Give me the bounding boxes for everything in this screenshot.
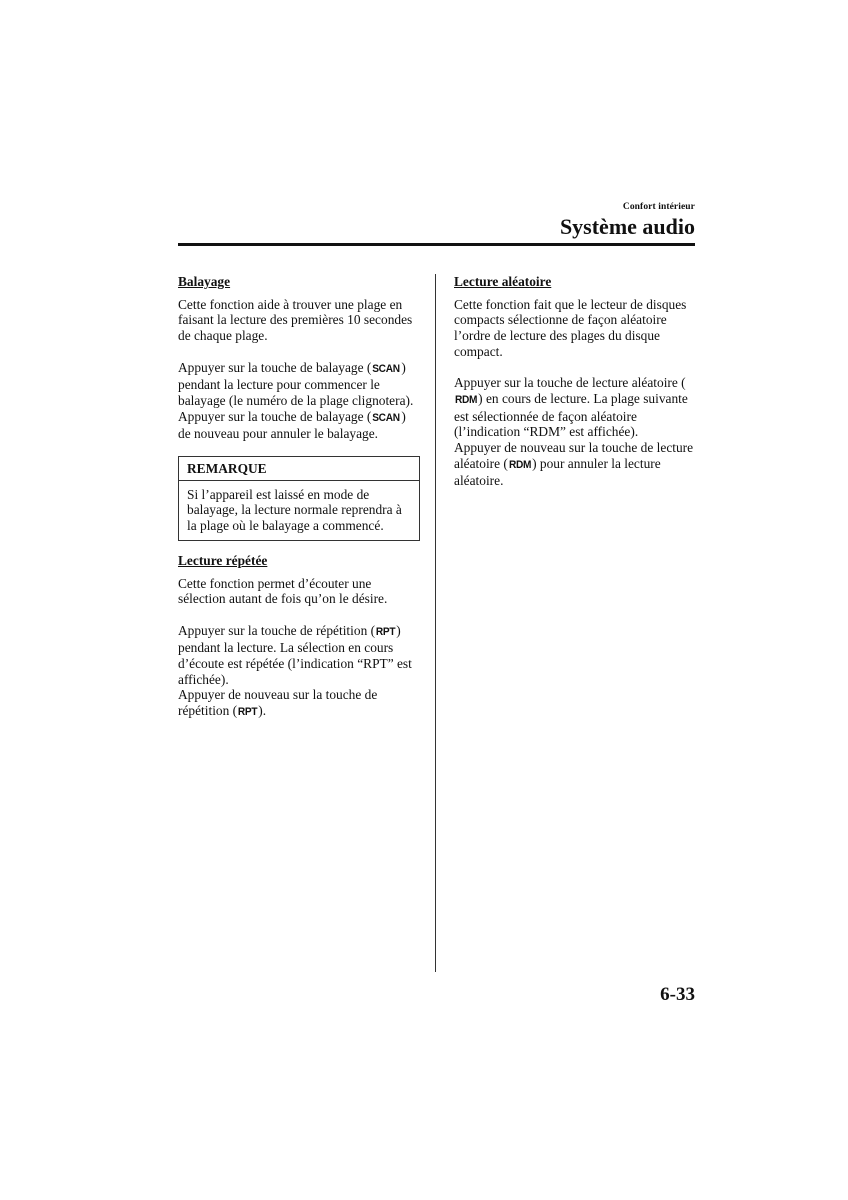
random-stop-paragraph xyxy=(454,440,696,489)
repeat-stop-text: Appuyer de nouveau sur la touche de répétition ( xyxy=(178,687,378,719)
repeat-stop-text-end: ). xyxy=(258,703,267,719)
balayage-heading: Balayage xyxy=(178,274,231,289)
scan-button-label: SCAN xyxy=(372,362,401,375)
repeat-intro: Cette fonction permet d’écouter une sélection autant de fois qu’on le désire. xyxy=(178,575,388,607)
rpt-button-label: RPT xyxy=(237,706,258,719)
scan-button-label: SCAN xyxy=(372,411,401,424)
balayage-start-text: Appuyer sur la touche de balayage ( xyxy=(178,359,372,375)
random-start-paragraph xyxy=(454,375,696,440)
section-label: Confort intérieur xyxy=(622,202,695,212)
repeat-start-paragraph xyxy=(178,623,420,688)
balayage-start-paragraph xyxy=(178,360,420,409)
repeat-start-text-end: ) pendant la lecture. La sélection en cours d’écoute est répétée (l’indication “RPT” est affichée). xyxy=(178,622,412,687)
rdm-button-label: RDM xyxy=(508,458,532,471)
random-start-text: Appuyer sur la touche de lecture aléatoire ( xyxy=(454,375,686,391)
repeat-heading: Lecture répétée xyxy=(178,552,268,568)
random-start-text-end: ) en cours de lecture. La plage suivante est sélectionnée de façon aléatoire (l’indication “RDM” est affichée). xyxy=(454,390,688,440)
column-divider xyxy=(435,274,436,972)
page-number: 6-33 xyxy=(660,984,695,1005)
note-body: Si l’appareil est laissé en mode de balayage, la lecture normale reprendra à la plage où le balayage a commencé. xyxy=(187,486,402,534)
random-stop-text-end: ) pour annuler la lecture aléatoire. xyxy=(454,455,661,489)
balayage-stop-text: Appuyer sur la touche de balayage ( xyxy=(178,408,372,424)
balayage-stop-text-end: ) de nouveau pour annuler le balayage. xyxy=(178,408,406,442)
random-heading: Lecture aléatoire xyxy=(454,274,552,289)
random-intro: Cette fonction fait que le lecteur de disques compacts sélectionne de façon aléatoire l’ordre de lecture des plages du disque compact. xyxy=(454,296,687,359)
left-column xyxy=(178,274,420,721)
header-rule xyxy=(178,243,695,246)
balayage-intro: Cette fonction aide à trouver une plage en faisant la lecture des premières 10 secondes de chaque plage. xyxy=(178,296,413,344)
right-column xyxy=(454,274,696,489)
note-title: REMARQUE xyxy=(179,457,419,481)
rdm-button-label: RDM xyxy=(454,393,478,406)
rpt-button-label: RPT xyxy=(375,625,396,638)
note-box xyxy=(178,456,420,541)
page-title: Système audio xyxy=(559,214,695,239)
balayage-stop-paragraph xyxy=(178,409,420,442)
repeat-stop-paragraph xyxy=(178,687,420,720)
random-stop-text: Appuyer de nouveau sur la touche de lecture aléatoire ( xyxy=(454,440,694,471)
repeat-start-text: Appuyer sur la touche de répétition ( xyxy=(178,622,376,638)
balayage-start-text-end: ) pendant la lecture pour commencer le balayage (le numéro de la plage clignotera). xyxy=(178,359,414,408)
